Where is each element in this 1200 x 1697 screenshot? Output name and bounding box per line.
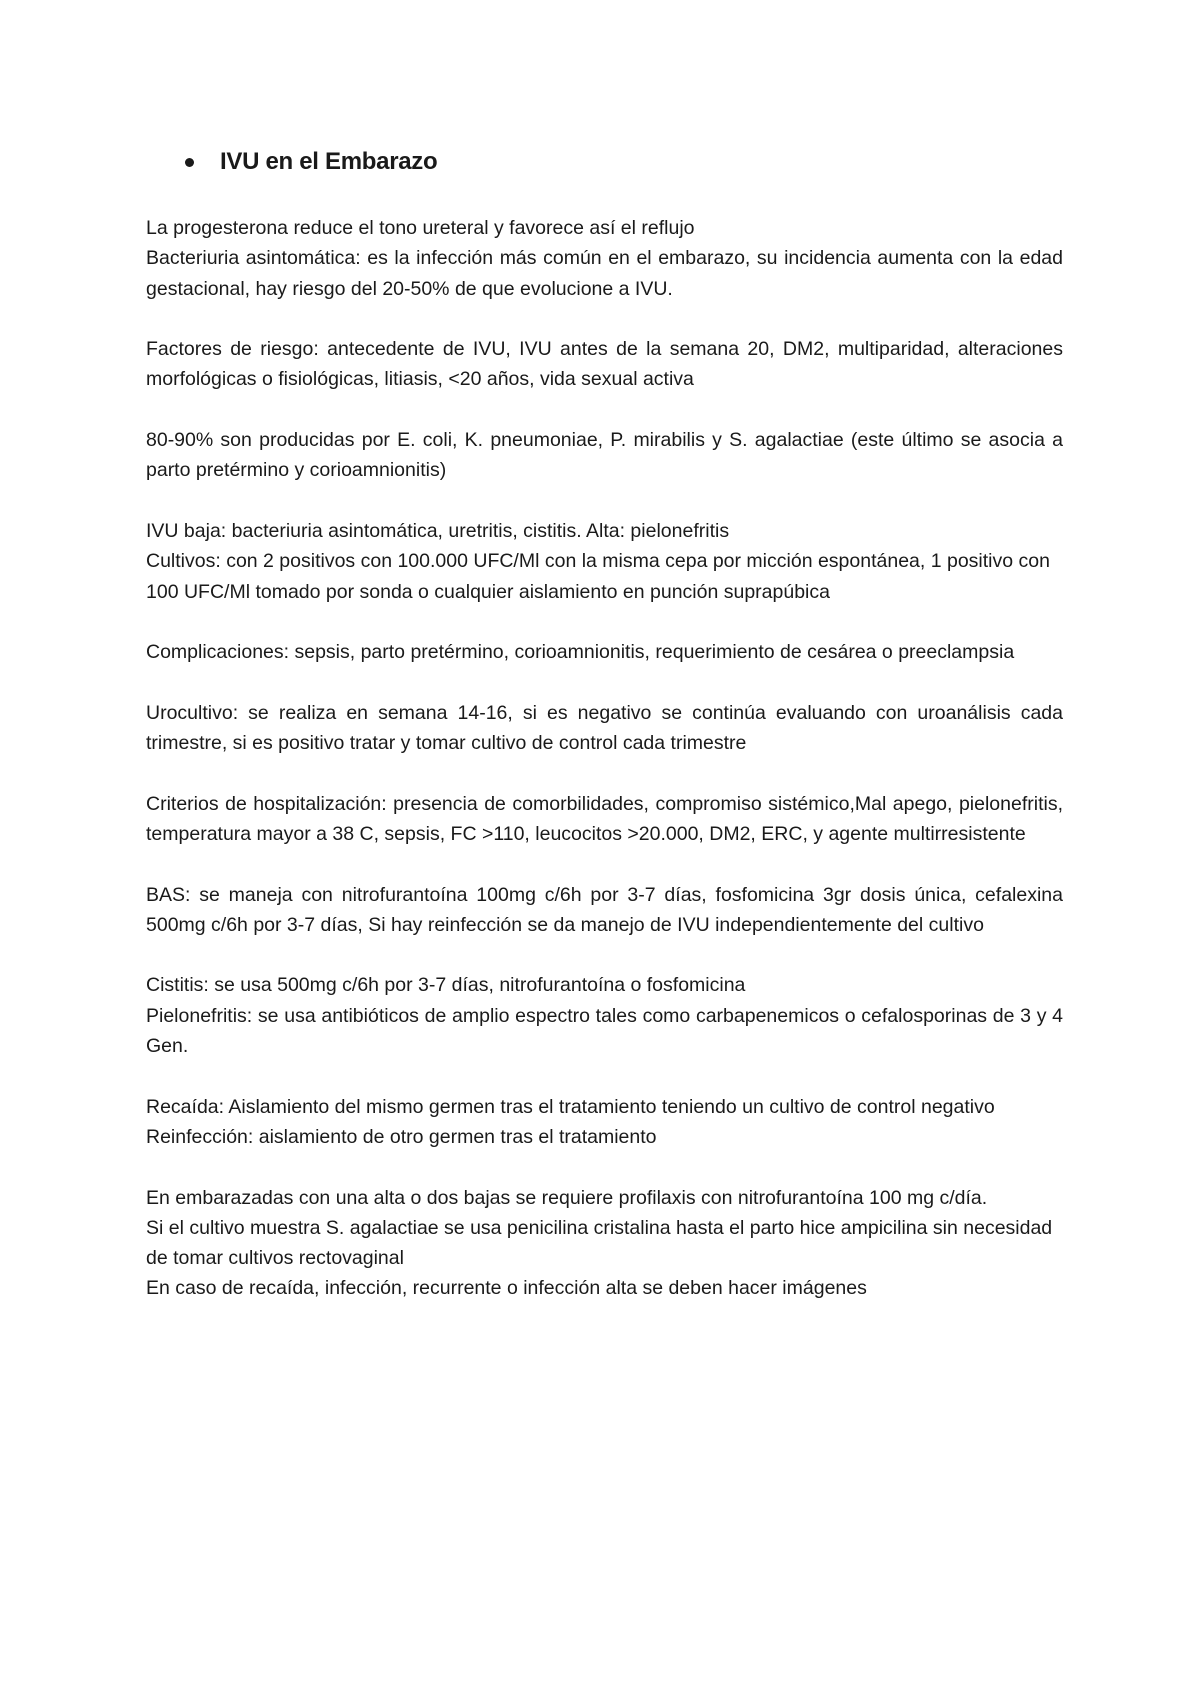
paragraph-line: Factores de riesgo: antecedente de IVU, IVU antes de la semana 20, DM2, multiparidad, alteraciones morfológicas o fisiológicas, litiasis, <20 años, vida sexual activa [146, 338, 1063, 391]
paragraph-urocultivo [146, 698, 1063, 759]
paragraph-recaida-reinfeccion [146, 1092, 1063, 1153]
paragraph-line: IVU baja: bacteriuria asintomática, uretritis, cistitis. Alta: pielonefritis [146, 519, 730, 542]
bullet-icon [185, 158, 194, 167]
paragraph-line: Reinfección: aislamiento de otro germen tras el tratamiento [146, 1125, 657, 1148]
paragraph-line: Cistitis: se usa 500mg c/6h por 3-7 días, nitrofurantoína o fosfomicina [146, 974, 746, 997]
paragraph-line: Complicaciones: sepsis, parto pretérmino, corioamnionitis, requerimiento de cesárea o preeclampsia [146, 641, 1015, 664]
paragraph-bas [146, 880, 1063, 941]
paragraph-line: En embarazadas con una alta o dos bajas se requiere profilaxis con nitrofurantoína 100 mg c/día. [146, 1186, 988, 1209]
paragraph-line: 80-90% son producidas por E. coli, K. pneumoniae, P. mirabilis y S. agalactiae (este último se asocia a parto pretérmino y corioamnionitis) [146, 429, 1063, 482]
paragraph-agentes [146, 425, 1063, 486]
paragraph-line: Pielonefritis: se usa antibióticos de amplio espectro tales como carbapenemicos o cefalosporinas de 3 y 4 Gen. [146, 1004, 1063, 1058]
paragraph-progesterona [146, 213, 1063, 304]
paragraph-line: Recaída: Aislamiento del mismo germen tras el tratamiento teniendo un cultivo de control negativo [146, 1095, 995, 1118]
paragraph-line: En caso de recaída, infección, recurrente o infección alta se deben hacer imágenes [146, 1277, 867, 1300]
paragraph-line: Urocultivo: se realiza en semana 14-16, si es negativo se continúa evaluando con uroanálisis cada trimestre, si es positivo tratar y tomar cultivo de control cada trimestre [146, 701, 1063, 755]
paragraph-hospitalizacion [146, 789, 1063, 850]
paragraph-line: Si el cultivo muestra S. agalactiae se usa penicilina cristalina hasta el parto hice ampicilina sin necesidad de tomar cultivos rectovaginal [146, 1216, 1053, 1270]
paragraph-line: Bacteriuria asintomática: es la infección más común en el embarazo, su incidencia aumenta con la edad gestacional, hay riesgo del 20-50% de que evolucione a IVU. [146, 247, 1063, 300]
paragraph-factores-riesgo [146, 334, 1063, 395]
heading-text: IVU en el Embarazo [220, 148, 438, 175]
section-heading [185, 148, 437, 176]
paragraph-line: Criterios de hospitalización: presencia de comorbilidades, compromiso sistémico,Mal apego, pielonefritis, temperatura mayor a 38 C, sepsis, FC >110, leucocitos >20.000, DM2, ERC, y agente multirresistente [146, 792, 1063, 845]
paragraph-line: La progesterona reduce el tono ureteral y favorece así el reflujo [146, 217, 695, 239]
paragraph-profilaxis [146, 1183, 1063, 1304]
paragraph-line: BAS: se maneja con nitrofurantoína 100mg c/6h por 3-7 días, fosfomicina 3gr dosis única, cefalexina 500mg c/6h por 3-7 días, Si hay reinfección se da manejo de IVU independientemente del cultivo [146, 883, 1063, 936]
document-body [146, 213, 1063, 1334]
paragraph-complicaciones [146, 637, 1063, 667]
paragraph-cistitis-pielonefritis [146, 970, 1063, 1061]
paragraph-ivu-baja-cultivos [146, 516, 1063, 607]
paragraph-line: Cultivos: con 2 positivos con 100.000 UFC/Ml con la misma cepa por micción espontánea, 1 positivo con 100 UFC/Ml tomado por sonda o cualquier aislamiento en punción suprapúbica [146, 550, 1050, 603]
